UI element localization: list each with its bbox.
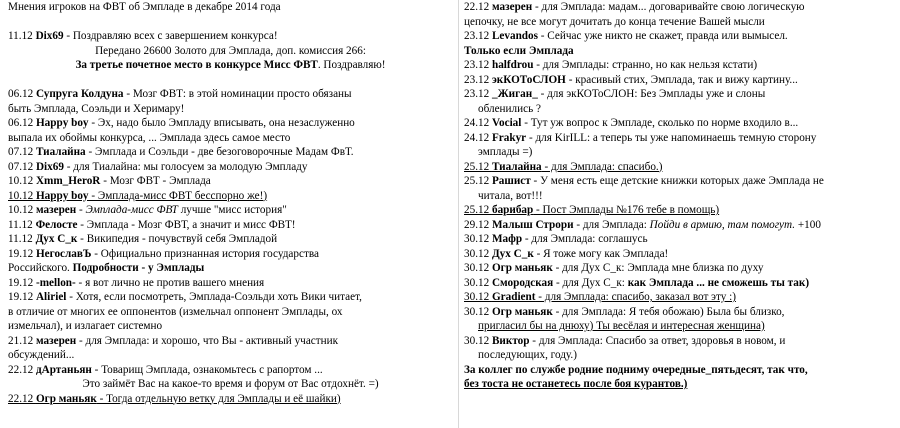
comment: - для Эмплада: мадам... договаривайте свою логическую: [532, 1, 805, 13]
comment: Это займёт Вас на какое-то время и форум от Вас отдохнёт. =): [82, 378, 379, 390]
comment: - Хотя, если посмотреть, Эмплада-Соэльди хоть Вики читает,: [66, 291, 362, 303]
entry-line: [464, 218, 896, 233]
entry-line: [8, 290, 453, 305]
author: Дух С_к: [35, 233, 78, 245]
author: Dix69: [35, 30, 64, 42]
author: Огр маньяк: [491, 305, 553, 318]
entry-line: [464, 348, 896, 363]
comment-emphasis: Только если Эмплада: [464, 44, 574, 57]
comment: - Товарищ Эмплада, ознакомьтесь с рапортом ...: [91, 363, 323, 376]
comment: пригласил бы на днюху) Ты весёлая и интересная женщина): [478, 320, 765, 332]
entry-line: [8, 319, 453, 334]
author: halfdrou: [491, 59, 534, 71]
author: _Жиган_: [491, 88, 538, 100]
entry-line: [464, 29, 896, 44]
comment-emphasis: Подробности - у Эмплады: [72, 262, 205, 274]
entry-line: [464, 160, 896, 175]
entry-line: [464, 145, 896, 160]
entry-line: [464, 15, 896, 30]
comment: - для KirILL: а теперь ты уже напоминаешь темную сторону: [526, 131, 817, 144]
author: Levandos: [491, 30, 538, 42]
spacer: [8, 15, 453, 30]
entry-line: [464, 189, 896, 204]
author: Супруга Колдуна: [35, 88, 124, 100]
comment: - для Эмплада: Спасибо за ответ, здоровья в новом, и: [529, 334, 786, 347]
date: 24.12: [464, 117, 492, 129]
date: 06.12: [8, 117, 36, 129]
date: 21.12: [8, 334, 36, 347]
entry-line: [464, 319, 896, 334]
comment: читала, вот!!!: [478, 189, 543, 202]
entry-line: [8, 145, 453, 160]
date: 11.12: [8, 233, 36, 245]
date: 19.12: [8, 291, 36, 303]
comment: - красивый стих, Эмплада, так и вижу картину...: [565, 73, 798, 86]
date: 22.12: [8, 363, 36, 376]
comment-italic: Пойди в армию, там помогут.: [649, 218, 796, 231]
comment: выпала их обоймы конкурса, ... Эмплада здесь самое место: [8, 131, 291, 144]
author: -mellon-: [35, 276, 76, 289]
entry-line: [8, 203, 453, 218]
comment: - для Эмплада: спасибо, заказал вот эту :): [535, 291, 736, 303]
comment: - Эмплада и Соэльди - две безоговорочные Мадам ФвТ.: [85, 146, 354, 158]
date: 10.12: [8, 189, 36, 202]
entry-line: [8, 305, 453, 320]
date: 23.12: [464, 73, 492, 86]
date: 30.12: [464, 305, 492, 318]
date: 23.12: [464, 88, 492, 100]
entry-line: [464, 363, 896, 378]
entry-line: [464, 276, 896, 291]
comment: в отличие от многих ее оппонентов (измельчал оппонент Эмплады, ох: [8, 305, 343, 318]
entry-line: [464, 73, 896, 88]
entry-line: [8, 363, 453, 378]
entry-line: [8, 276, 453, 291]
entry-line: [8, 131, 453, 146]
closing-note: без тоста не останетесь после боя курантов.): [464, 378, 688, 390]
comment: - Эх, надо было Эмпладу вписывать, она незаслуженно: [88, 117, 355, 129]
author: Смородская: [491, 276, 554, 289]
date: 11.12: [8, 30, 33, 42]
date: 24.12: [464, 131, 492, 144]
author: Gradient: [491, 291, 536, 303]
comment: +100: [795, 218, 821, 231]
date: 23.12: [464, 30, 492, 42]
author: Happy boy: [35, 189, 89, 202]
entry-line: [8, 116, 453, 131]
date: 25.12: [464, 160, 492, 173]
entry-line: [464, 174, 896, 189]
date: 30.12: [464, 276, 492, 289]
author: мазерен: [35, 334, 77, 347]
comment: - для Эмплада: спасибо.): [541, 160, 663, 173]
comment: - Википедия - почувствуй себя Эмпладой: [77, 233, 278, 245]
entry-line: [8, 218, 453, 233]
author: Дух С_к: [491, 247, 534, 260]
comment: - Мозг ФВТ - Эмплада: [100, 175, 211, 187]
entry-line: [464, 377, 896, 392]
comment: быть Эмплада, Соэльди и Херимару!: [8, 102, 185, 115]
author: Frakyr: [491, 131, 527, 144]
entry-line: [8, 247, 453, 262]
entry-line: [8, 102, 453, 117]
entry-line: [8, 58, 453, 73]
date: 30.12: [464, 247, 492, 260]
entry-line: [464, 247, 896, 262]
entry-line: [8, 189, 453, 204]
author: НегославЪ: [35, 247, 92, 260]
entry-line: [464, 102, 896, 117]
date: 23.12: [464, 59, 492, 71]
entry-line: [8, 261, 453, 276]
right-column: [464, 0, 896, 392]
comment: - для Эмплада: соглашусь: [522, 233, 648, 245]
comment: цепочку, не все могут дочитать до конца течение Вашей мысли: [464, 15, 765, 28]
date: 29.12: [464, 218, 492, 231]
comment: - для Эмплада: Я тебя обожаю) Была бы близко,: [552, 305, 785, 318]
date: 11.12: [8, 218, 36, 231]
author: Aliriel: [35, 291, 67, 303]
comment: Передано 26600 Золото для Эмплада, доп. комиссия 266:: [95, 44, 366, 57]
comment: измельчал), и излагает системно: [8, 320, 163, 332]
date: 30.12: [464, 262, 492, 274]
comment: - для Дух С_к:: [553, 276, 628, 289]
comment: - Сейчас уже никто не скажет, правда или вымысел.: [537, 30, 788, 42]
author: Xmm_HeroR: [35, 175, 101, 187]
entry-line: [8, 232, 453, 247]
comment-emphasis: как Эмплада ... не сможешь ты так): [627, 276, 810, 289]
comment: - для экКОТоСЛОН: Без Эмплады уже и слоны: [537, 88, 766, 100]
entry-line: [8, 334, 453, 349]
author: Happy boy: [35, 117, 89, 129]
date: 10.12: [8, 175, 36, 187]
comment-italic: - Эмплада-мисс ФВТ: [76, 204, 178, 216]
entry-line: [464, 232, 896, 247]
author: Огр маньяк: [491, 262, 553, 274]
author: дАртаньян: [35, 363, 92, 376]
entry-line: [8, 377, 453, 392]
entry-line: [8, 44, 453, 59]
closing-note: За коллег по службе родние подниму очередные_пятьдесят, так что,: [464, 363, 808, 376]
author: Vocial: [491, 117, 522, 129]
entry-line: [464, 261, 896, 276]
comment-emphasis: За третье почетное место в конкурсе Мисс ФВТ: [75, 59, 318, 71]
entry-line: [464, 305, 896, 320]
author: экКОТоСЛОН: [491, 73, 566, 86]
title-text: Мнения игроков на ФВТ об Эмпладе в декабре 2014 года: [8, 1, 281, 13]
date: 06.12: [8, 88, 36, 100]
comment: лучше "мисс история": [177, 204, 287, 216]
left-column: [8, 0, 453, 406]
author: Тиалайна: [491, 160, 542, 173]
entry-line: [464, 290, 896, 305]
comment: - Я тоже могу как Эмплада!: [533, 247, 669, 260]
entry-line: [8, 174, 453, 189]
comment: . Поздравляю!: [317, 59, 386, 71]
author: Малыш Строри: [491, 218, 574, 231]
author: Фелосте: [35, 218, 78, 231]
spacer: [8, 73, 453, 88]
date: 19.12: [8, 276, 36, 289]
author: барибар: [491, 204, 534, 216]
entry-line: [464, 116, 896, 131]
comment: - для Эмплады: странно, но как нельзя кстати): [533, 59, 758, 71]
date: 30.12: [464, 291, 492, 303]
entry-line: [8, 348, 453, 363]
comment: - Пост Эмплады №176 тебе в помощь): [533, 204, 720, 216]
author: Огр маньяк: [35, 392, 97, 405]
entry-line: [8, 392, 453, 407]
column-divider: [458, 0, 459, 428]
entry-line: [8, 160, 453, 175]
comment: - Официально признанная история государства: [91, 247, 319, 260]
entry-line: [464, 87, 896, 102]
author: Мафр: [491, 233, 523, 245]
date: 25.12: [464, 175, 492, 187]
author: Виктор: [491, 334, 530, 347]
author: мазерен: [491, 1, 533, 13]
entry-line: [8, 87, 453, 102]
comment: эмплады =): [478, 146, 533, 158]
date: 19.12: [8, 247, 36, 260]
date: 07.12: [8, 146, 36, 158]
entry-line: [464, 334, 896, 349]
comment: - для Дух С_к: Эмплада мне близка по духу: [552, 262, 764, 274]
entry-line: [464, 44, 896, 59]
entry-line: [464, 58, 896, 73]
date: 07.12: [8, 160, 36, 173]
entry-line: [464, 131, 896, 146]
author: Рашист: [491, 175, 531, 187]
document-title: [8, 0, 453, 15]
author: мазерен: [35, 204, 77, 216]
comment: - для Тиалайна: мы голосуем за молодую Эмпладу: [63, 160, 308, 173]
author: Тиалайна: [35, 146, 86, 158]
comment: - Тогда отдельную ветку для Эмплады и её шайки): [96, 392, 341, 405]
comment: - Эмплада - Мозг ФВТ, а значит и мисс ФВТ!: [77, 218, 296, 231]
comment: - для Эмплада:: [573, 218, 650, 231]
comment: обленились ?: [478, 102, 541, 115]
comment: Российского.: [8, 262, 73, 274]
comment: - для Эмплада: и хорошо, что Вы - активный участник: [76, 334, 339, 347]
comment: обсуждений...: [8, 349, 75, 361]
comment: - Поздравляю всех с завершением конкурса!: [63, 30, 278, 42]
date: 30.12: [464, 233, 492, 245]
date: 22.12: [8, 392, 36, 405]
date: 10.12: [8, 204, 36, 216]
comment: - Эмплада-мисс ФВТ бесспорно же!): [88, 189, 268, 202]
date: 22.12: [464, 1, 492, 13]
date: 25.12: [464, 204, 492, 216]
entry-line: [464, 203, 896, 218]
comment: последующих, году.): [478, 349, 577, 361]
comment: - я вот лично не против вашего мнения: [75, 276, 265, 289]
comment: - У меня есть еще детские книжки которых даже Эмплада не: [530, 175, 824, 187]
entry-line: [8, 29, 453, 44]
date: 30.12: [464, 334, 492, 347]
entry-line: [464, 0, 896, 15]
comment: - Мозг ФВТ: в этой номинации просто обязаны: [123, 88, 352, 100]
comment: - Тут уж вопрос к Эмпладе, сколько по норме входило в...: [521, 117, 799, 129]
author: Dix69: [35, 160, 64, 173]
